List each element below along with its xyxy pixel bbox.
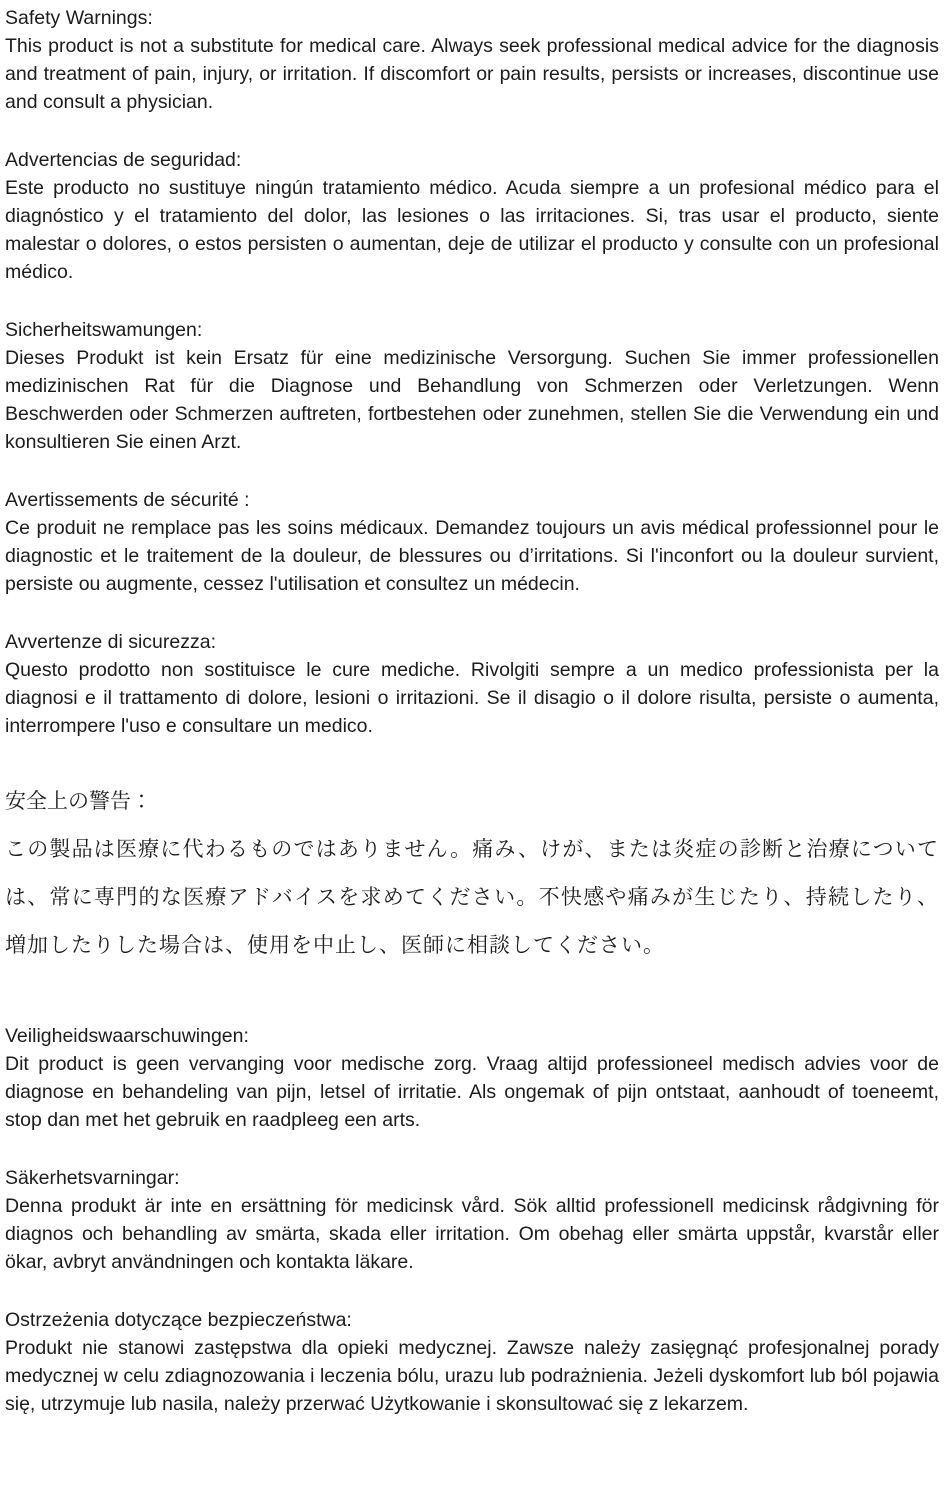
section-body-dutch: Dit product is geen vervanging voor medische zorg. Vraag altijd professioneel medisch advies voor de diagnose en behandeling van pijn, letsel of irritatie. Als ongemak of pijn ontstaat, aanhoudt of toeneemt, stop dan met het gebruik en raadpleeg een arts. [5,1053,939,1131]
section-body-swedish: Denna produkt är inte en ersättning för medicinsk vård. Sök alltid professionell medicinsk rådgivning för diagnos och behandling av smärta, skada eller irritation. Om obehag eller smärta uppstår, kvarstår eller ökar, avbryt användningen och kontakta läkare. [5,1195,939,1273]
safety-warnings-document [5,4,939,1418]
section-body-french: Ce produit ne remplace pas les soins médicaux. Demandez toujours un avis médical professionnel pour le diagnostic et le traitement de la douleur, de blessures ou d’irritations. Si l'inconfort ou la douleur survient, persiste ou augmente, cessez l'utilisation et consultez un médecin. [5,517,939,595]
section-heading-english: Safety Warnings: [5,7,153,29]
section-body-polish: Produkt nie stanowi zastępstwa dla opieki medycznej. Zawsze należy zasięgnąć profesjonalnej porady medycznej w celu zdiagnozowania i leczenia bólu, urazu lub podrażnienia. Jeżeli dyskomfort lub ból pojawia się, utrzymuje lub nasila, należy przerwać Użytkowanie i skonsultować się z lekarzem. [5,1337,939,1415]
section-heading-spanish: Advertencias de seguridad: [5,149,242,171]
section-heading-german: Sicherheitswamungen: [5,319,203,341]
section-heading-dutch: Veiligheidswaarschuwingen: [5,1025,249,1047]
warning-section-swedish [5,1164,939,1276]
warning-section-english [5,4,939,116]
section-heading-polish: Ostrzeżenia dotyczące bezpieczeństwa: [5,1309,352,1331]
section-heading-french: Avertissements de sécurité : [5,489,250,511]
warning-section-spanish [5,146,939,286]
section-body-german: Dieses Produkt ist kein Ersatz für eine medizinische Versorgung. Suchen Sie immer professionellen medizinischen Rat für die Diagnose und Behandlung von Schmerzen oder Verletzungen. Wenn Beschwerden oder Schmerzen auftreten, fortbestehen oder zunehmen, stellen Sie die Verwendung ein und konsultieren Sie einen Arzt. [5,347,939,453]
warning-section-japanese [5,788,939,970]
warning-section-dutch [5,1022,939,1134]
section-heading-italian: Avvertenze di sicurezza: [5,631,216,653]
section-body-english: This product is not a substitute for medical care. Always seek professional medical advice for the diagnosis and treatment of pain, injury, or irritation. If discomfort or pain results, persists or increases, discontinue use and consult a physician. [5,35,939,113]
section-heading-japanese: 安全上の警告： [5,790,152,813]
warning-section-french [5,486,939,598]
section-body-italian: Questo prodotto non sostituisce le cure mediche. Rivolgiti sempre a un medico professionista per la diagnosi e il trattamento di dolore, lesioni o irritazioni. Se il disagio o il dolore risulta, persiste o aumenta, interrompere l'uso e consultare un medico. [5,659,939,737]
warning-section-polish [5,1306,939,1418]
section-body-japanese: この製品は医療に代わるものではありません。痛み、けが、または炎症の診断と治療については、常に専門的な医療アドバイスを求めてください。不快感や痛みが生じたり、持続したり、増加したりした場合は、使用を中止し、医師に相談してください。 [5,838,939,957]
warning-section-german [5,316,939,456]
section-heading-swedish: Säkerhetsvarningar: [5,1167,180,1189]
warning-section-italian [5,628,939,740]
section-body-spanish: Este producto no sustituye ningún tratamiento médico. Acuda siempre a un profesional médico para el diagnóstico y el tratamiento del dolor, las lesiones o las irritaciones. Si, tras usar el producto, siente malestar o dolores, o estos persisten o aumentan, deje de utilizar el producto y consulte con un profesional médico. [5,177,939,283]
